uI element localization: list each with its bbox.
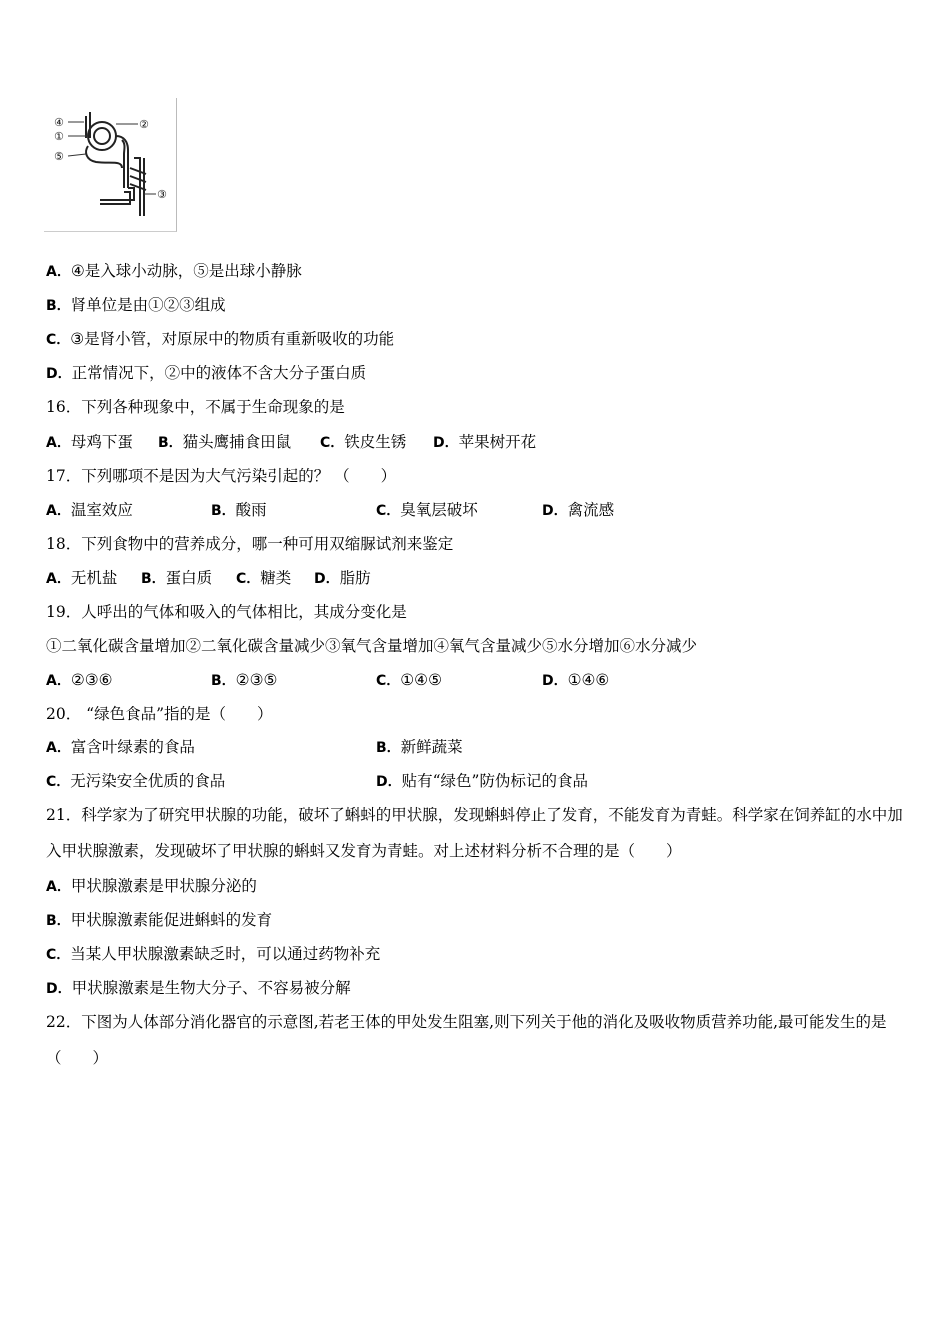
option-text: 禽流感	[567, 501, 615, 519]
q16-option-c	[320, 432, 406, 453]
option-text: 当某人甲状腺激素缺乏时，可以通过药物补充	[70, 945, 381, 963]
q18-option-b	[141, 568, 212, 589]
nephron-diagram	[44, 98, 177, 232]
nephron-diagram-svg	[44, 98, 176, 231]
q17-stem: 17．下列哪项不是因为大气污染引起的？ （ ）	[46, 467, 397, 485]
tubule	[122, 140, 125, 188]
q16-option-a	[46, 432, 133, 453]
figure-label: ⑤	[54, 150, 64, 163]
q21-option-b	[46, 910, 272, 931]
option-text: 新鲜蔬菜	[400, 738, 463, 756]
q20-options-row2	[46, 771, 906, 791]
option-letter: C．	[320, 435, 345, 451]
figure-label: ③	[157, 188, 167, 201]
q18-stem: 18．下列食物中的营养成分，哪一种可用双缩脲试剂来鉴定	[46, 535, 454, 553]
option-text: 富含叶绿素的食品	[70, 738, 195, 756]
option-text: ④是入球小动脉，⑤是出球小静脉	[70, 262, 302, 280]
option-letter: B．	[141, 571, 166, 587]
figure-label: ①	[54, 130, 64, 143]
q18-option-c	[236, 568, 291, 589]
q19-statement: ①二氧化碳含量增加②二氧化碳含量减少③氧气含量增加④氧气含量减少⑤水分增加⑥水分减少	[46, 637, 698, 655]
option-letter: C．	[376, 673, 401, 689]
option-text: ②③⑥	[70, 671, 113, 689]
option-text: 贴有“绿色”防伪标记的食品	[401, 772, 588, 790]
q20-options-row1	[46, 737, 906, 757]
q18-options	[46, 568, 906, 588]
q19-stem: 19．人呼出的气体和吸入的气体相比，其成分变化是	[46, 603, 407, 621]
option-letter: D．	[542, 503, 568, 519]
option-letter: A．	[46, 879, 71, 895]
option-text: 脂肪	[339, 569, 371, 587]
option-text: 肾单位是由①②③组成	[70, 296, 226, 314]
option-text: 正常情况下，②中的液体不含大分子蛋白质	[71, 364, 367, 382]
option-letter: A．	[46, 740, 71, 756]
option-text: 酸雨	[235, 501, 267, 519]
option-letter: D．	[542, 673, 568, 689]
option-letter: C．	[46, 332, 71, 348]
option-letter: A．	[46, 571, 71, 587]
option-text: 甲状腺激素能促进蝌蚪的发育	[70, 911, 273, 929]
option-text: 温室效应	[70, 501, 133, 519]
option-letter: B．	[158, 435, 183, 451]
option-text: 糖类	[260, 569, 292, 587]
option-text: ①④⑤	[400, 671, 442, 689]
q17-options	[46, 500, 906, 520]
option-letter: A．	[46, 503, 71, 519]
option-text: 无机盐	[70, 569, 118, 587]
option-text: 蛋白质	[165, 569, 213, 587]
option-text: 猫头鹰捕食田鼠	[182, 433, 292, 451]
q20-option-c	[46, 771, 225, 792]
option-letter: D．	[433, 435, 459, 451]
option-text: ①④⑥	[567, 671, 610, 689]
figure-label: ④	[54, 116, 64, 129]
option-letter: C．	[236, 571, 261, 587]
glomerulus	[94, 128, 110, 144]
q15-option-a	[46, 261, 302, 282]
option-text: ③是肾小管，对原尿中的物质有重新吸收的功能	[70, 330, 395, 348]
option-letter: B．	[46, 298, 71, 314]
q16-options	[46, 432, 906, 452]
tubule-bottom	[100, 192, 130, 204]
option-text: 无污染安全优质的食品	[70, 772, 226, 790]
q21-option-c	[46, 944, 380, 965]
q15-option-d	[46, 363, 366, 384]
option-letter: C．	[46, 947, 71, 963]
q17-option-c	[376, 500, 478, 521]
q20-option-b	[376, 737, 463, 758]
option-letter: B．	[46, 913, 71, 929]
tubule-bottom	[100, 188, 134, 200]
option-letter: A．	[46, 673, 71, 689]
q18-option-d	[314, 568, 371, 589]
option-letter: C．	[46, 774, 71, 790]
option-text: 母鸡下蛋	[70, 433, 133, 451]
q16-stem: 16．下列各种现象中，不属于生命现象的是	[46, 398, 345, 416]
option-text: 甲状腺激素是甲状腺分泌的	[70, 877, 257, 895]
tubule	[116, 136, 128, 188]
option-letter: B．	[211, 503, 236, 519]
option-text: 臭氧层破坏	[400, 501, 478, 519]
q18-option-a	[46, 568, 117, 589]
q20-option-d	[376, 771, 588, 792]
q21-option-a	[46, 876, 257, 897]
option-letter: B．	[376, 740, 401, 756]
capsule-outer	[88, 122, 116, 150]
q19-option-b	[211, 670, 277, 691]
q21-option-d	[46, 978, 351, 999]
option-text: 铁皮生锈	[344, 433, 407, 451]
option-letter: A．	[46, 264, 71, 280]
option-letter: D．	[376, 774, 402, 790]
option-text: 苹果树开花	[458, 433, 537, 451]
option-letter: D．	[46, 366, 72, 382]
option-letter: C．	[376, 503, 401, 519]
q17-option-b	[211, 500, 267, 521]
option-letter: B．	[211, 673, 236, 689]
q17-option-d	[542, 500, 614, 521]
q15-option-b	[46, 295, 226, 316]
option-letter: D．	[314, 571, 340, 587]
q19-option-d	[542, 670, 609, 691]
figure-label: ②	[139, 118, 149, 131]
option-text: 甲状腺激素是生物大分子、不容易被分解	[71, 979, 351, 997]
q16-option-b	[158, 432, 291, 453]
q19-option-a	[46, 670, 113, 691]
q15-option-c	[46, 329, 394, 350]
q20-stem: 20． “绿色食品”指的是（ ）	[46, 705, 273, 723]
q19-option-c	[376, 670, 442, 691]
q22-stem: 22．下图为人体部分消化器官的示意图,若老王体的甲处发生阻塞,则下列关于他的消化及吸收物质营养功能,最可能发生的是（ ）	[46, 1013, 887, 1067]
q17-option-a	[46, 500, 133, 521]
q19-options	[46, 670, 906, 690]
option-text: ②③⑤	[235, 671, 278, 689]
option-letter: A．	[46, 435, 71, 451]
q16-option-d	[433, 432, 536, 453]
q20-option-a	[46, 737, 195, 758]
option-letter: D．	[46, 981, 72, 997]
q21-stem: 21．科学家为了研究甲状腺的功能，破坏了蝌蚪的甲状腺，发现蝌蚪停止了发育，不能发育为青蛙。科学家在饲养缸的水中加入甲状腺激素，发现破坏了甲状腺的蝌蚪又发育为青蛙。对上述材料分析不合理的是（ ）	[46, 806, 903, 860]
